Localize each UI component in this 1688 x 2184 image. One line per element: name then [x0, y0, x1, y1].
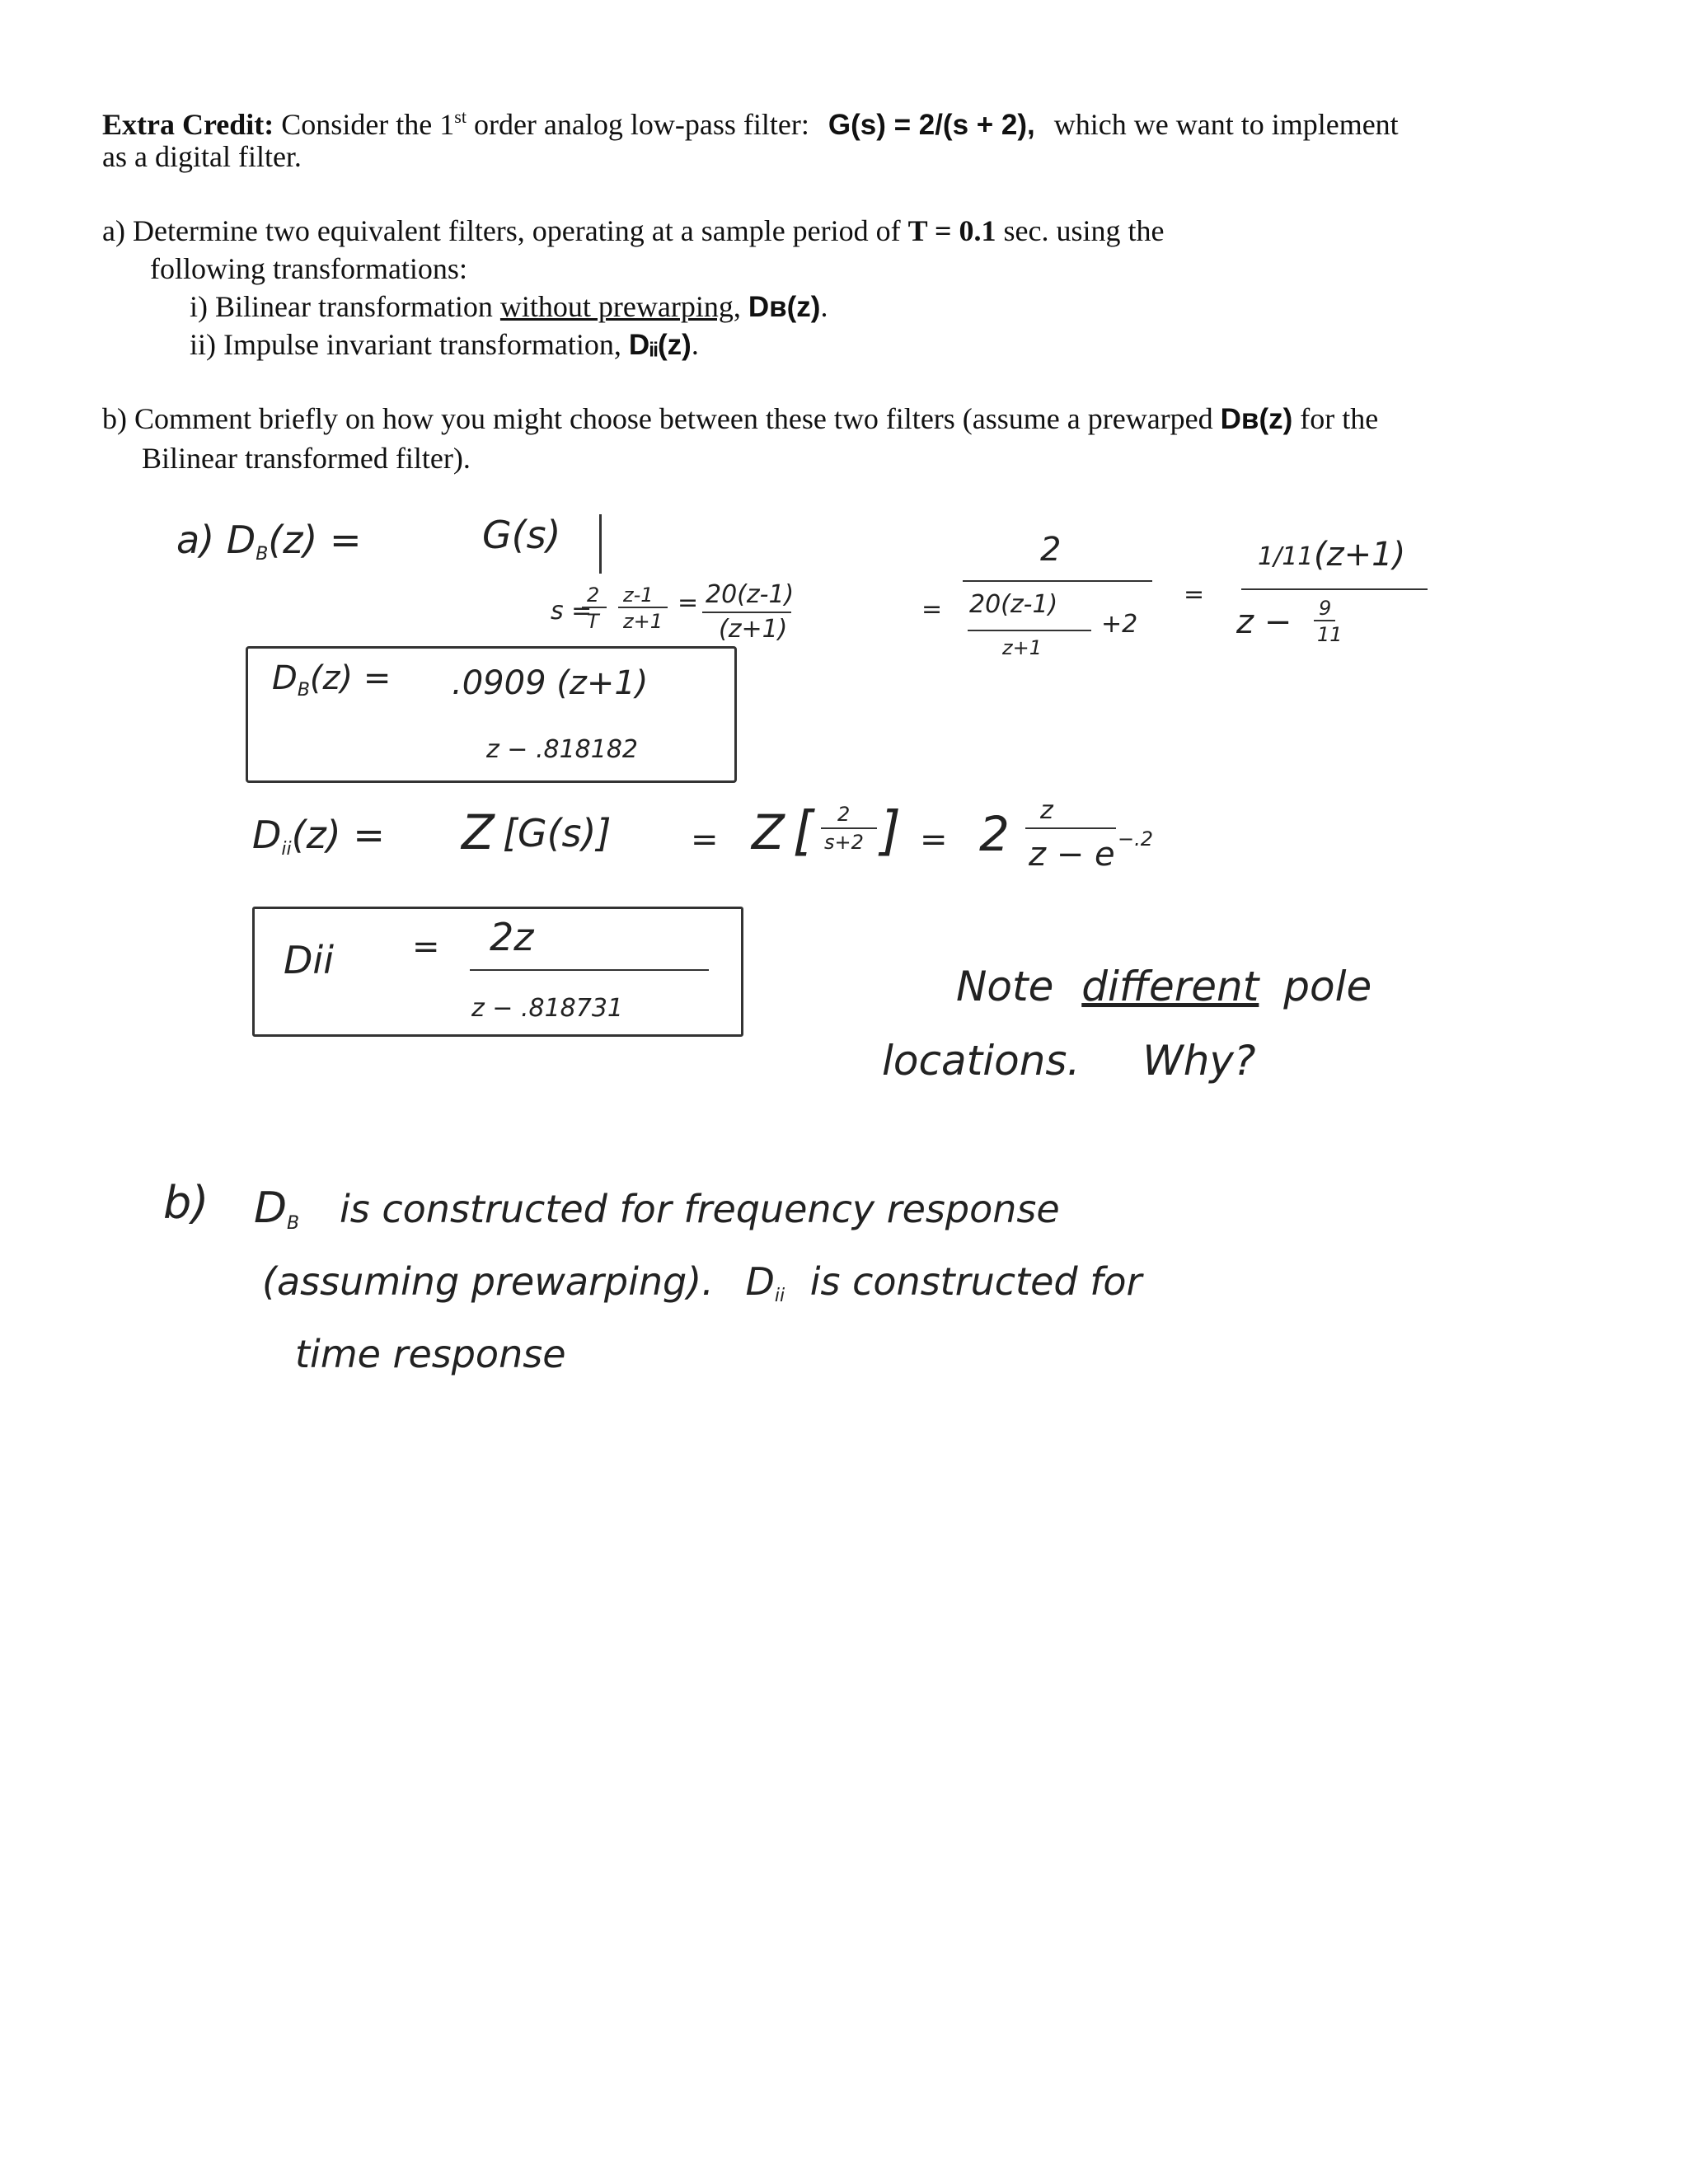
superscript-st: st: [454, 106, 467, 127]
hw-note-word-4: locations.: [882, 1037, 1081, 1085]
hw-dii-frac-bar2: [1025, 827, 1116, 829]
item-i-comma: ,: [733, 290, 748, 323]
problem-line-2: as a digital filter.: [102, 140, 302, 173]
item-ii: [190, 325, 699, 365]
item-i-underlined: without prewarping: [499, 290, 734, 323]
hw-b-line-1: is constructed for frequency response: [340, 1187, 1060, 1231]
hw-frac-den-plus2: +2: [1101, 610, 1138, 639]
part-a-line-2: following transformations:: [150, 252, 467, 285]
hw-a-arg: (z) =: [268, 518, 362, 562]
hw-b-line-3: time response: [295, 1332, 566, 1376]
hw-z-plus-1: z+1: [623, 610, 663, 633]
hw-z-minus: z −: [1236, 603, 1292, 641]
hw-eq2: =: [921, 595, 943, 624]
extra-credit-heading: Extra Credit:: [102, 108, 274, 141]
hw-frac-bar-20: [702, 612, 791, 613]
hw-dii-sub: ii: [281, 839, 292, 860]
hw-note-line-1: [956, 963, 1372, 1010]
part-a-text: a) Determine two equivalent filters, operating at a sample period of: [102, 214, 908, 247]
hw-dii-d: D: [252, 813, 282, 857]
part-a-text-b: sec. using the: [996, 214, 1165, 247]
hw-eq3: =: [1184, 580, 1205, 609]
hw-den-zp1: (z+1): [719, 615, 788, 644]
hw-zp1: (z+1): [1314, 536, 1406, 574]
hw-frac-bar-final: [1241, 588, 1428, 590]
part-b-text-b: for the: [1292, 402, 1379, 435]
hw-a-sub: B: [256, 544, 269, 565]
hw-note-word-5: Why?: [1142, 1037, 1256, 1085]
part-b-line-1: [102, 399, 1378, 439]
part-b-function: Dʙ(z): [1220, 403, 1293, 435]
hw-eleven: 11: [1317, 623, 1343, 646]
hw-a-d: a) D: [176, 518, 256, 562]
hw-dii-frac-num: 2: [837, 803, 851, 826]
item-ii-text: ii) Impulse invariant transformation,: [190, 328, 629, 361]
hw-evaluation-bar: [599, 514, 602, 574]
hw-dii-box-den: z − .818731: [471, 994, 624, 1023]
hw-note-word-1: Note: [956, 963, 1054, 1010]
hw-frac-bar-inner: [968, 630, 1091, 631]
hw-dii-eq: =: [691, 821, 719, 859]
hw-dii-Z2: Z: [752, 804, 785, 860]
hw-b-dii-sub: ii: [774, 1286, 785, 1306]
hw-db-result-lhs: [272, 659, 391, 701]
hw-b-label: b): [163, 1177, 209, 1229]
hw-dii-den: z − e: [1029, 836, 1115, 874]
hw-db-d: D: [272, 659, 298, 697]
hw-note-word-2: different: [1081, 963, 1259, 1010]
hw-dii-box-lhs: Dii: [284, 938, 334, 982]
hw-dii-eq2: =: [920, 821, 948, 859]
hw-b-line-2: [262, 1259, 1142, 1306]
hw-frac-den-a: 20(z-1): [969, 590, 1058, 619]
hw-one-over-11: 1/11: [1258, 542, 1314, 571]
hw-dii-box-eq: =: [412, 928, 440, 966]
hw-z-minus-1: z-1: [623, 583, 654, 607]
part-b-line-2: Bilinear transformed filter).: [142, 442, 471, 475]
hw-frac-bar-z: [618, 607, 668, 608]
intro-text: Consider the 1: [281, 108, 455, 141]
hw-dii-exp: −.2: [1118, 827, 1154, 851]
hw-subst-s: s =: [551, 597, 593, 626]
hw-dii-Z: Z: [462, 804, 495, 860]
hw-b-db: [254, 1183, 299, 1234]
hw-dii-bracket-close: ]: [880, 801, 901, 862]
hw-b-db-d: D: [254, 1183, 288, 1233]
hw-note-word-3: pole: [1283, 963, 1372, 1010]
hw-b-dii-d: D: [745, 1259, 775, 1304]
hw-b-line-2-tail: is constructed for: [809, 1259, 1142, 1304]
item-i-period: .: [820, 290, 828, 323]
hw-nine: 9: [1319, 597, 1332, 620]
hw-db-result-num: .0909 (z+1): [452, 664, 649, 702]
hw-db-result-den: z − .818182: [486, 735, 639, 764]
hw-dii-two: 2: [979, 806, 1010, 862]
hw-dii-arg: (z) =: [291, 813, 385, 857]
transfer-function: G(s) = 2/(s + 2),: [828, 109, 1035, 141]
item-ii-function: Dᵢᵢ(z): [628, 329, 692, 361]
part-b-text: b) Comment briefly on how you might choose between these two filters (assume a prewarped: [102, 402, 1221, 435]
sample-period: T = 0.1: [907, 214, 996, 247]
hw-dii-box-num: 2z: [490, 915, 534, 959]
part-a-line-1: [102, 211, 1165, 251]
hw-dii-z: z: [1040, 796, 1053, 825]
hw-a-label: [176, 518, 361, 565]
hw-dii-lhs: [252, 813, 385, 860]
hw-db-arg: (z) =: [309, 659, 392, 697]
hw-b-db-sub: B: [287, 1213, 300, 1234]
item-i-function: Dʙ(z): [748, 291, 821, 323]
hw-dii-box-frac-bar: [470, 969, 709, 971]
hw-db-sub: B: [297, 680, 310, 701]
intro-text-b: order analog low-pass filter:: [473, 108, 809, 141]
hw-eq1: =: [678, 588, 699, 617]
hw-num-20: 20(z-1): [706, 580, 795, 609]
hw-gs: G(s): [482, 513, 561, 557]
hw-note-line-2: [882, 1037, 1256, 1085]
hw-T: T: [587, 610, 599, 633]
hw-frac-bar-main: [963, 580, 1152, 582]
item-ii-period: .: [691, 328, 699, 361]
hw-frac-num-2: 2: [1040, 531, 1062, 569]
hw-frac-bar-9-11: [1314, 620, 1335, 621]
item-i-text: i) Bilinear transformation: [190, 290, 500, 323]
hw-dii-frac-bar: [821, 827, 877, 829]
item-i: [190, 287, 828, 327]
hw-two: 2: [587, 583, 600, 607]
hw-b-line-2-text: (assuming prewarping).: [262, 1259, 714, 1304]
intro-text-c: which we want to implement: [1053, 108, 1399, 141]
hw-dii-frac-den: s+2: [824, 831, 864, 854]
hw-dii-gs: [G(s)]: [503, 811, 612, 855]
hw-dii-bracket-open: [: [793, 801, 814, 862]
hw-frac-den-b: z+1: [1002, 636, 1042, 659]
hw-frac-bar-2T: [582, 607, 607, 608]
